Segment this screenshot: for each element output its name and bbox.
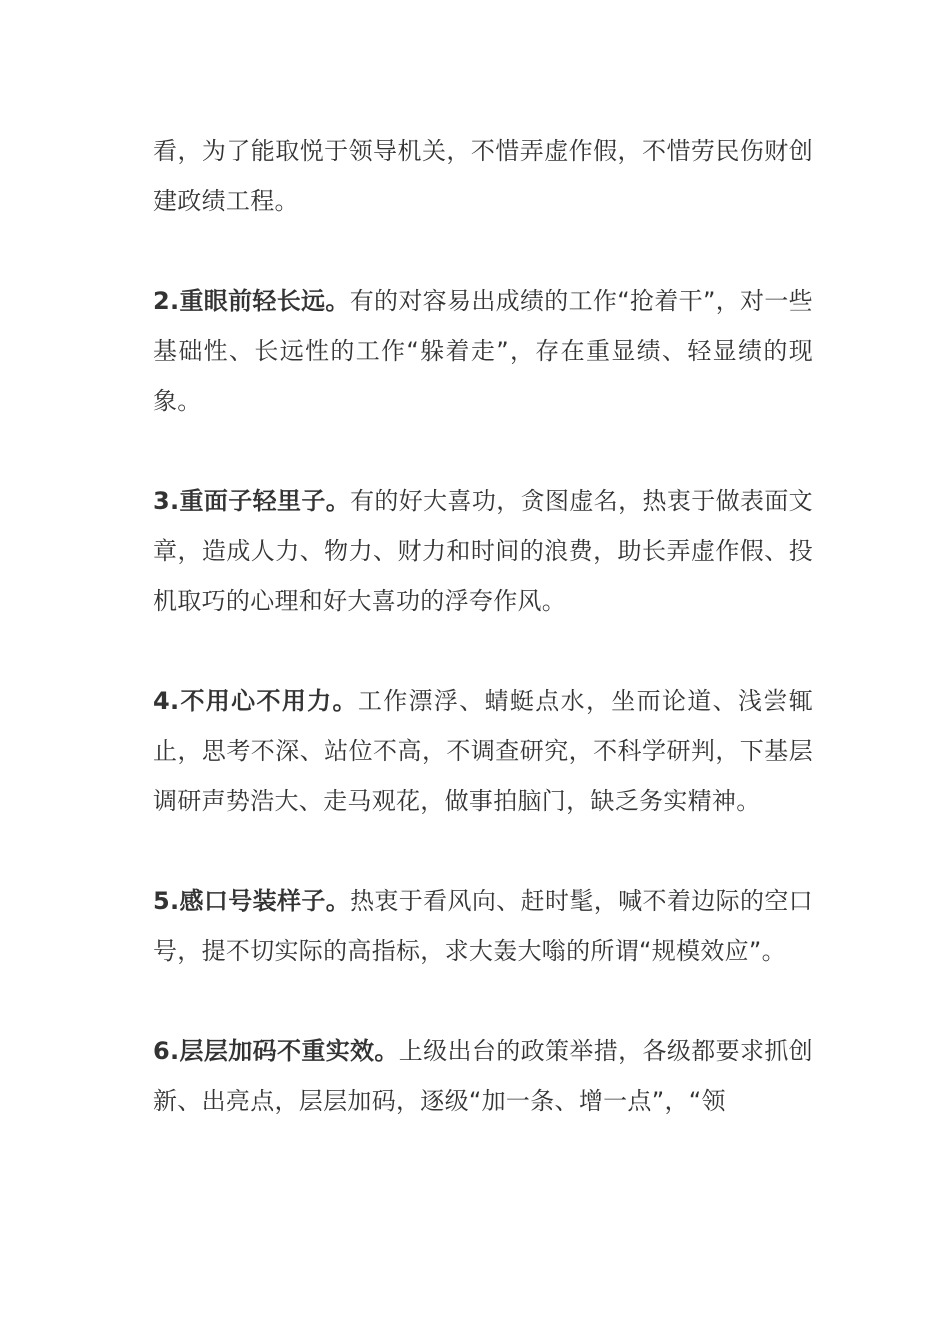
paragraph-text: 有的好大喜功，贪图虚名，热衷于做表面文章，造成人力、物力、财力和时间的浪费，助长弄虚作假、投机取巧的心理和好大喜功的浮夸作风。 (153, 487, 813, 615)
paragraph-text: 上级出台的政策举措，各级都要求抓创新、出亮点，层层加码，逐级“加一条、增一点”，“领 (153, 1037, 813, 1115)
paragraph-5 (153, 876, 813, 976)
paragraph-text: 有的对容易出成绩的工作“抢着干”，对一些基础性、长远性的工作“躲着走”，存在重显绩、轻显绩的现象。 (153, 287, 813, 415)
paragraph-heading: 4.不用心不用力。 (153, 687, 358, 715)
paragraph-heading: 6.层层加码不重实效。 (153, 1037, 399, 1065)
paragraph-heading: 2.重眼前轻长远。 (153, 287, 350, 315)
paragraph-1 (153, 126, 813, 226)
paragraph-2 (153, 276, 813, 426)
paragraph-6 (153, 1026, 813, 1126)
paragraph-text: 看，为了能取悦于领导机关，不惜弄虚作假，不惜劳民伤财创建政绩工程。 (153, 137, 813, 215)
paragraph-heading: 3.重面子轻里子。 (153, 487, 351, 515)
paragraph-text: 工作漂浮、蜻蜓点水，坐而论道、浅尝辄止，思考不深、站位不高，不调查研究，不科学研判，下基层调研声势浩大、走马观花，做事拍脑门，缺乏务实精神。 (153, 687, 813, 815)
paragraph-text: 热衷于看风向、赶时髦，喊不着边际的空口号，提不切实际的高指标，求大轰大嗡的所谓“规模效应”。 (153, 887, 813, 965)
paragraph-heading: 5.感口号装样子。 (153, 887, 351, 915)
paragraph-4 (153, 676, 813, 826)
paragraph-3 (153, 476, 813, 626)
document-body (153, 126, 813, 1176)
